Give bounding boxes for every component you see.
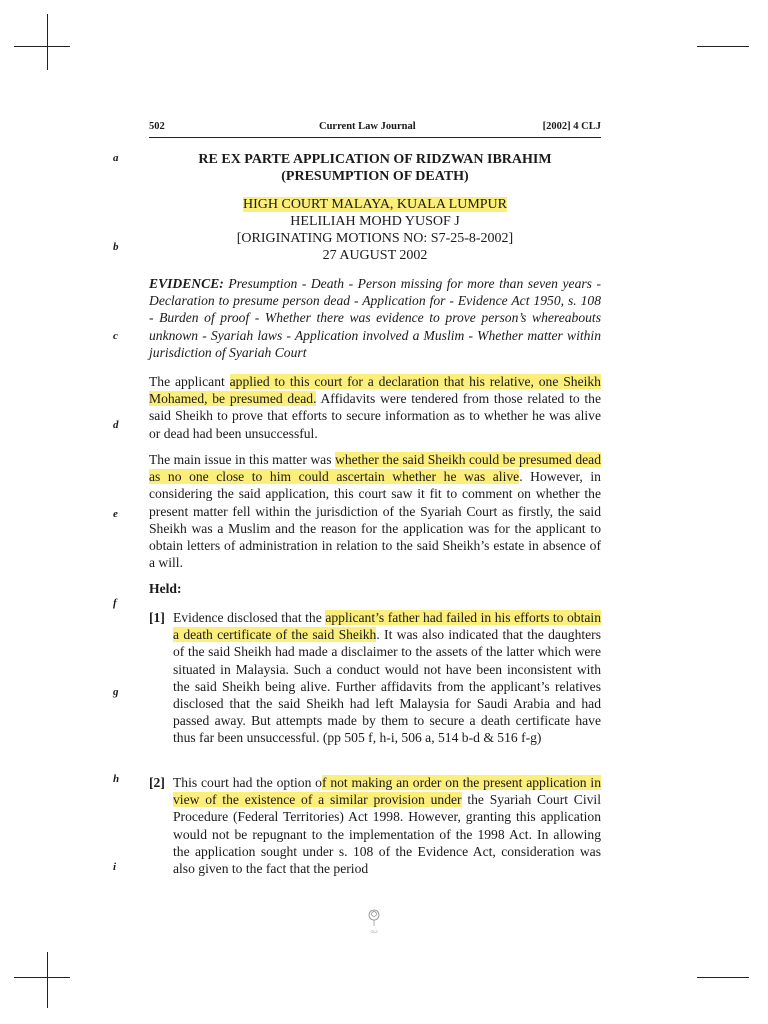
crop-mark xyxy=(47,952,48,1008)
page-number: 502 xyxy=(149,121,165,132)
crop-mark xyxy=(14,977,70,978)
margin-letter: g xyxy=(113,686,119,698)
held1-highlight: applicant’s father had failed in his efforts to obtain a death certificate of the said Sheikh xyxy=(173,610,601,643)
running-header xyxy=(149,121,601,137)
held1-text-a: Evidence disclosed that the xyxy=(173,610,326,625)
held2-text-a: This court had the option o xyxy=(173,775,322,790)
evidence-catchwords xyxy=(149,275,601,361)
held-item-number: [1] xyxy=(149,610,165,625)
held1-text-b: . It was also indicated that the daughters of the said Sheikh had made a disclaimer to the assets of the latter which were situated in Malaysia. Such a conduct would not have been inconsistent with the said Sheikh being alive. Further affidavits from the applicant’s relatives disclosed that the said Sheikh had left Malaysia for Saudi Arabia and had passed away. But attempts made by them to secure a death certificate have thus far been unsuccessful. (pp 505 f, h-i, 506 a, 514 b-d & 516 f-g) xyxy=(173,627,601,746)
evidence-text: Presumption - Death - Person missing for more than seven years - Declaration to presume person dead - Application for - Evidence Act 1950, s. 108 - Burden of proof - Whether there was evidence to prove person’s whereabouts unknown - Syariah laws - Application involved a Muslim - Whether matter within jurisdiction of Syariah Court xyxy=(149,276,601,360)
para2-highlight: whether the said Sheikh could be presumed dead as no one close to him could ascertain whether he was alive xyxy=(149,452,601,485)
margin-letter: d xyxy=(113,419,119,431)
case-title-line1: RE EX PARTE APPLICATION OF RIDZWAN IBRAHIM xyxy=(198,152,552,167)
margin-letter: c xyxy=(113,330,118,342)
court-name: HIGH COURT MALAYA, KUALA LUMPUR xyxy=(242,197,508,212)
held-item-2 xyxy=(149,774,601,877)
case-title xyxy=(149,151,601,185)
case-title-line2: (PRESUMPTION OF DEATH) xyxy=(281,169,469,184)
held-item-number: [2] xyxy=(149,775,165,790)
journal-name: Current Law Journal xyxy=(319,121,416,132)
held2-highlight: f not making an order on the present application in view of the existence of a similar provision under xyxy=(173,775,601,808)
summary-paragraph-2 xyxy=(149,451,601,571)
clj-logo-icon xyxy=(367,906,381,936)
para1-text-b: Affidavits were tendered from those related to the said Sheikh to prove that efforts to secure information as to whether he was alive or dead had been unsuccessful. xyxy=(149,391,602,441)
margin-letter: f xyxy=(113,597,117,609)
held-item-1 xyxy=(149,609,601,747)
logo-text: CLJ xyxy=(370,929,378,934)
crop-mark xyxy=(697,46,749,47)
evidence-label: EVIDENCE: xyxy=(149,276,224,291)
margin-letter: h xyxy=(113,773,120,785)
motion-number: [ORIGINATING MOTIONS NO: S7-25-8-2002] xyxy=(236,231,514,246)
margin-letter: i xyxy=(113,861,117,873)
case-details xyxy=(149,196,601,264)
judgment-date: 27 AUGUST 2002 xyxy=(322,248,428,263)
judge-name: HELILIAH MOHD YUSOF J xyxy=(290,214,460,229)
margin-letter: e xyxy=(113,508,118,520)
crop-mark xyxy=(697,977,749,978)
para1-highlight: applied to this court for a declaration that his relative, one Sheikh Mohamed, be presumed dead. xyxy=(149,374,601,407)
summary-paragraph-1 xyxy=(149,373,601,442)
held2-text-b: the Syariah Court Civil Procedure (Federal Territories) Act 1998. However, granting this application would not be repugnant to the implementation of the 1998 Act. In allowing the application sought under s. 108 of the Evidence Act, consideration was also given to the fact that the period xyxy=(173,792,601,877)
margin-letter: a xyxy=(113,152,119,164)
header-rule xyxy=(149,137,601,138)
para2-text-a: The main issue in this matter was xyxy=(149,452,335,467)
margin-letter: b xyxy=(113,241,119,253)
crop-mark xyxy=(47,14,48,70)
citation: [2002] 4 CLJ xyxy=(542,121,601,132)
held-heading: Held: xyxy=(149,581,182,596)
crop-mark xyxy=(14,46,70,47)
para2-text-b: . However, in considering the said application, this court saw it fit to comment on whether the present matter fell within the jurisdiction of the Syariah Court as firstly, the said Sheikh was a Muslim and the reason for the application was for the applicant to obtain letters of administration in relation to the said Sheikh’s estate in absence of a will. xyxy=(149,469,601,571)
para1-text-a: The applicant xyxy=(149,374,230,389)
